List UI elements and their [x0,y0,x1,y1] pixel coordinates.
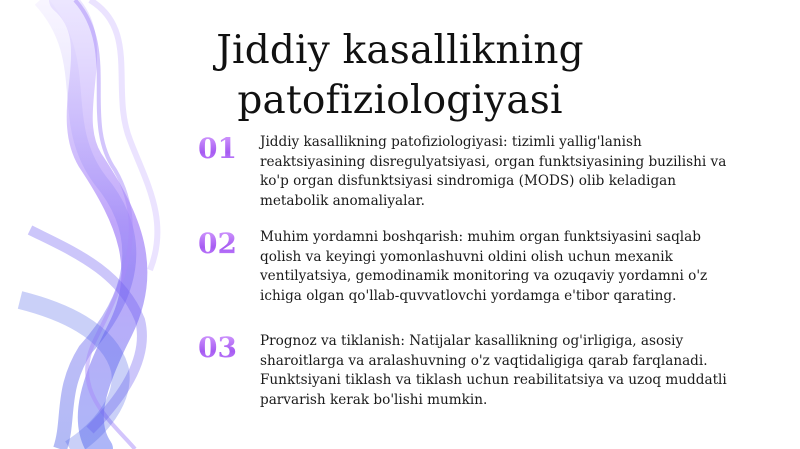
item-text: Muhim yordamni boshqarish: muhim organ funktsiyasini saqlab qolish va keyingi yomonlashuvni oldini olish uchun mexanik ventilyatsiya, gemodinamik monitoring va ozuqaviy yordamni o'z ichiga olgan qo'llab-quvvatlovchi yordamga e'tibor qarating. [260,229,708,304]
item-text: Jiddiy kasallikning patofiziologiyasi: tizimli yallig'lanish reaktsiyasining disregulyatsiyasi, organ funktsiyasining buzilishi va ko'p organ disfunktsiyasi sindromiga (MODS) olib keladigan metabolik anomaliyalar. [260,134,727,209]
item-number: 03 [198,332,254,364]
item-number: 01 [198,133,254,165]
item-number: 02 [198,228,254,260]
slide-title: Jiddiy kasallikning patofiziologiyasi [216,28,584,123]
item-text: Prognoz va tiklanish: Natijalar kasallikning og'irligiga, asosiy sharoitlarga va aralashuvning o'z vaqtidaligiga qarab farqlanadi. Funktsiyani tiklash va tiklash uchun reabilitatsiya va uzoq muddatli parvarish kerak bo'lishi mumkin. [260,333,727,408]
